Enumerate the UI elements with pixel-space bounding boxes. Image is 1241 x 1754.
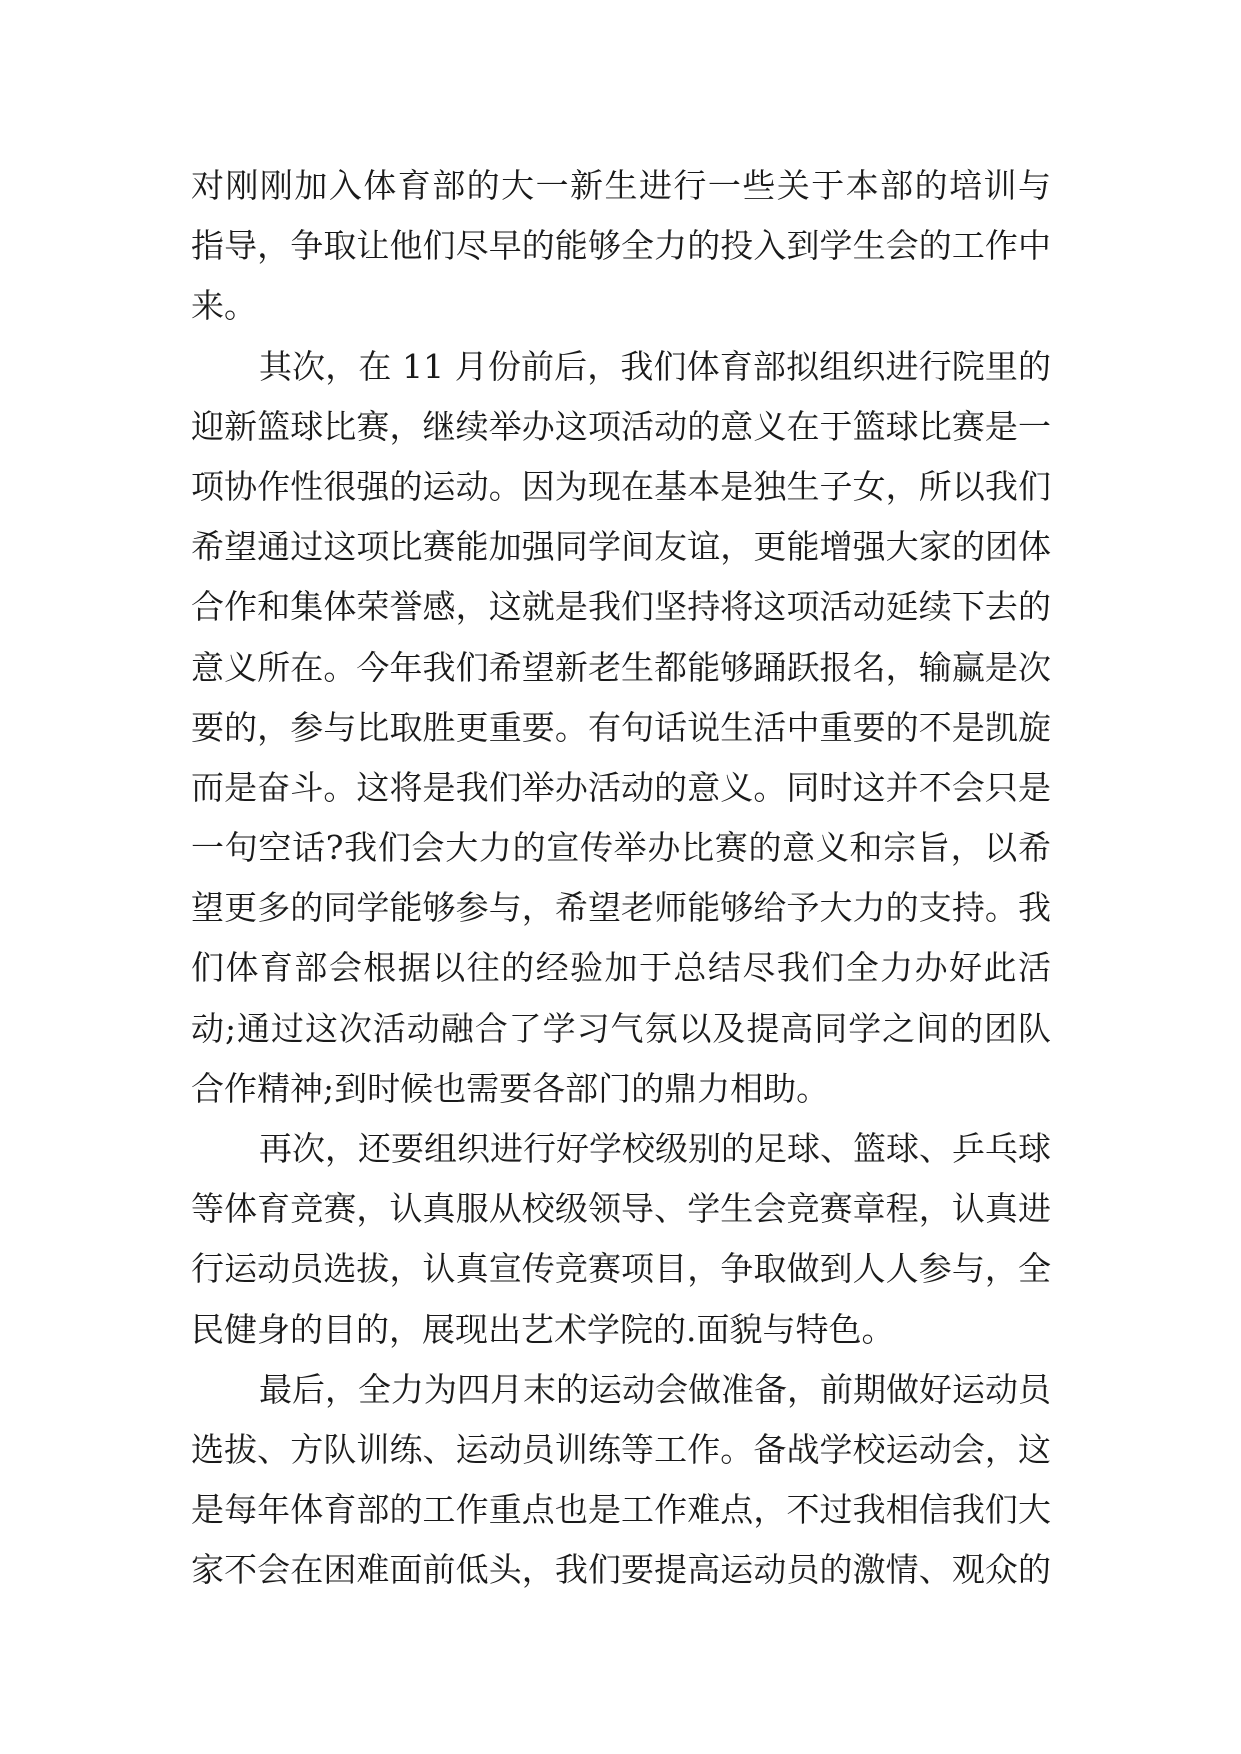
text-line: 望更多的同学能够参与，希望老师能够给予大力的支持。我 xyxy=(191,888,1051,928)
text-line: 迎新篮球比赛，继续举办这项活动的意义在于篮球比赛是一 xyxy=(191,406,1051,446)
text-line: 动;通过这次活动融合了学习气氛以及提高同学之间的团队 xyxy=(191,1008,1051,1048)
text-line: 合作和集体荣誉感，这就是我们坚持将这项活动延续下去的 xyxy=(191,587,1051,627)
text-line: 是每年体育部的工作重点也是工作难点，不过我相信我们大 xyxy=(191,1490,1051,1530)
text-line: 而是奋斗。这将是我们举办活动的意义。同时这并不会只是 xyxy=(191,767,1051,807)
text-line: 合作精神;到时候也需要各部门的鼎力相助。 xyxy=(191,1068,830,1108)
text-line: 选拔、方队训练、运动员训练等工作。备战学校运动会，这 xyxy=(191,1429,1051,1469)
text-line: 希望通过这项比赛能加强同学间友谊，更能增强大家的团体 xyxy=(191,527,1051,567)
text-line: 项协作性很强的运动。因为现在基本是独生子女，所以我们 xyxy=(191,466,1051,506)
text-line: 要的，参与比取胜更重要。有句话说生活中重要的不是凯旋 xyxy=(191,707,1051,747)
text-line: 一句空话?我们会大力的宣传举办比赛的意义和宗旨，以希 xyxy=(191,828,1051,868)
paragraph-first-line: 再次，还要组织进行好学校级别的足球、篮球、乒乓球 xyxy=(259,1129,1051,1168)
text-line: 们体育部会根据以往的经验加于总结尽我们全力办好此活 xyxy=(191,948,1051,988)
text-line: 来。 xyxy=(191,286,257,326)
text-line: 家不会在困难面前低头，我们要提高运动员的激情、观众的 xyxy=(191,1550,1051,1590)
text-line: 指导，争取让他们尽早的能够全力的投入到学生会的工作中 xyxy=(191,226,1051,266)
document-body xyxy=(191,156,1051,1601)
text-line: 意义所在。今年我们希望新老生都能够踊跃报名，输赢是次 xyxy=(191,647,1051,687)
text-line: 行运动员选拔，认真宣传竞赛项目，争取做到人人参与，全 xyxy=(191,1249,1051,1289)
text-line: 对刚刚加入体育部的大一新生进行一些关于本部的培训与 xyxy=(191,166,1051,205)
text-line: 等体育竞赛，认真服从校级领导、学生会竞赛章程，认真进 xyxy=(191,1189,1051,1229)
paragraph-first-line: 最后，全力为四月末的运动会做准备，前期做好运动员 xyxy=(259,1369,1051,1409)
text-line: 民健身的目的，展现出艺术学院的.面貌与特色。 xyxy=(191,1309,895,1349)
paragraph-first-line: 其次，在 11 月份前后，我们体育部拟组织进行院里的 xyxy=(259,346,1051,386)
